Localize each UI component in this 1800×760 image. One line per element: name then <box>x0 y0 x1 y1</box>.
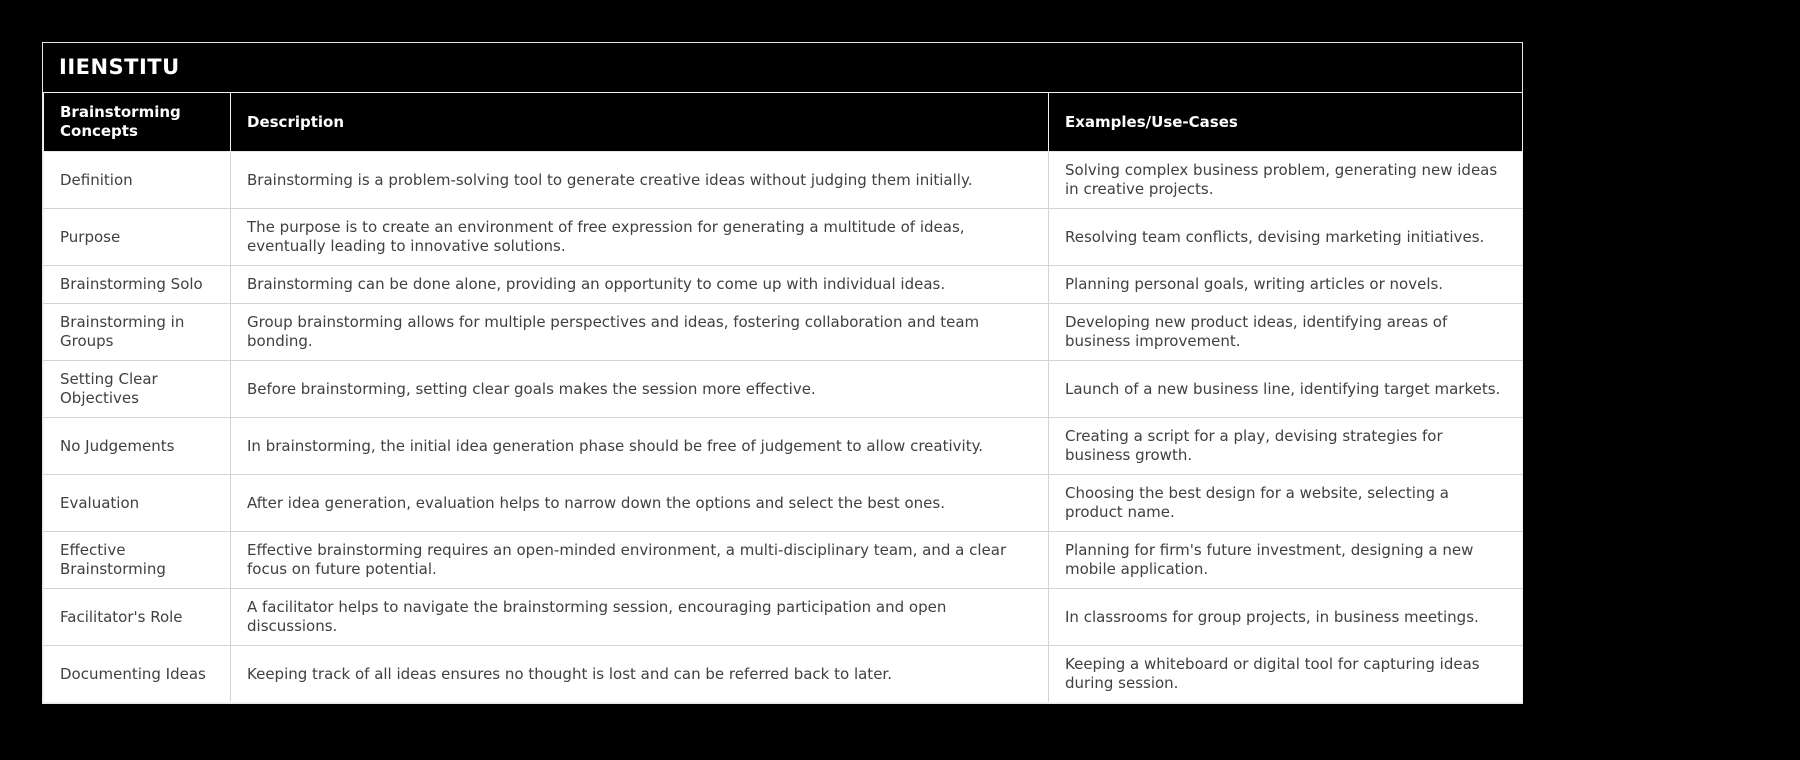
description-cell: The purpose is to create an environment of free expression for generating a multitude of ideas, eventually leading to innovative solutions. <box>231 209 1049 266</box>
brainstorming-table <box>43 92 1523 703</box>
brand-title: IIENSTITU <box>43 43 1522 92</box>
concept-cell: Documenting Ideas <box>44 646 231 703</box>
table-row <box>44 418 1523 475</box>
description-cell: After idea generation, evaluation helps to narrow down the options and select the best ones. <box>231 475 1049 532</box>
examples-cell: Resolving team conflicts, devising marketing initiatives. <box>1049 209 1523 266</box>
column-header-concepts: Brainstorming Concepts <box>44 93 231 152</box>
examples-cell: Launch of a new business line, identifying target markets. <box>1049 361 1523 418</box>
column-header-description: Description <box>231 93 1049 152</box>
examples-cell: Solving complex business problem, generating new ideas in creative projects. <box>1049 152 1523 209</box>
table-row <box>44 532 1523 589</box>
description-cell: In brainstorming, the initial idea generation phase should be free of judgement to allow creativity. <box>231 418 1049 475</box>
examples-cell: Creating a script for a play, devising strategies for business growth. <box>1049 418 1523 475</box>
concept-cell: Brainstorming Solo <box>44 266 231 304</box>
concept-cell: No Judgements <box>44 418 231 475</box>
table-header <box>44 93 1523 152</box>
description-cell: Brainstorming is a problem-solving tool to generate creative ideas without judging them initially. <box>231 152 1049 209</box>
concept-cell: Evaluation <box>44 475 231 532</box>
description-cell: Brainstorming can be done alone, providing an opportunity to come up with individual ideas. <box>231 266 1049 304</box>
header-row <box>44 93 1523 152</box>
concept-cell: Definition <box>44 152 231 209</box>
examples-cell: Keeping a whiteboard or digital tool for capturing ideas during session. <box>1049 646 1523 703</box>
column-header-examples: Examples/Use-Cases <box>1049 93 1523 152</box>
description-cell: Effective brainstorming requires an open-minded environment, a multi-disciplinary team, and a clear focus on future potential. <box>231 532 1049 589</box>
description-cell: Before brainstorming, setting clear goals makes the session more effective. <box>231 361 1049 418</box>
description-cell: Group brainstorming allows for multiple perspectives and ideas, fostering collaboration and team bonding. <box>231 304 1049 361</box>
concept-cell: Facilitator's Role <box>44 589 231 646</box>
concept-cell: Effective Brainstorming <box>44 532 231 589</box>
description-cell: A facilitator helps to navigate the brainstorming session, encouraging participation and open discussions. <box>231 589 1049 646</box>
description-cell: Keeping track of all ideas ensures no thought is lost and can be referred back to later. <box>231 646 1049 703</box>
concept-cell: Purpose <box>44 209 231 266</box>
concept-cell: Setting Clear Objectives <box>44 361 231 418</box>
table-row <box>44 304 1523 361</box>
table-body <box>44 152 1523 703</box>
table-row <box>44 646 1523 703</box>
examples-cell: Developing new product ideas, identifying areas of business improvement. <box>1049 304 1523 361</box>
table-row <box>44 475 1523 532</box>
examples-cell: In classrooms for group projects, in business meetings. <box>1049 589 1523 646</box>
examples-cell: Planning personal goals, writing articles or novels. <box>1049 266 1523 304</box>
concept-cell: Brainstorming in Groups <box>44 304 231 361</box>
table-row <box>44 589 1523 646</box>
table-row <box>44 361 1523 418</box>
table-row <box>44 209 1523 266</box>
examples-cell: Planning for firm's future investment, designing a new mobile application. <box>1049 532 1523 589</box>
table-row <box>44 152 1523 209</box>
table-row <box>44 266 1523 304</box>
content-panel <box>42 42 1523 704</box>
examples-cell: Choosing the best design for a website, selecting a product name. <box>1049 475 1523 532</box>
